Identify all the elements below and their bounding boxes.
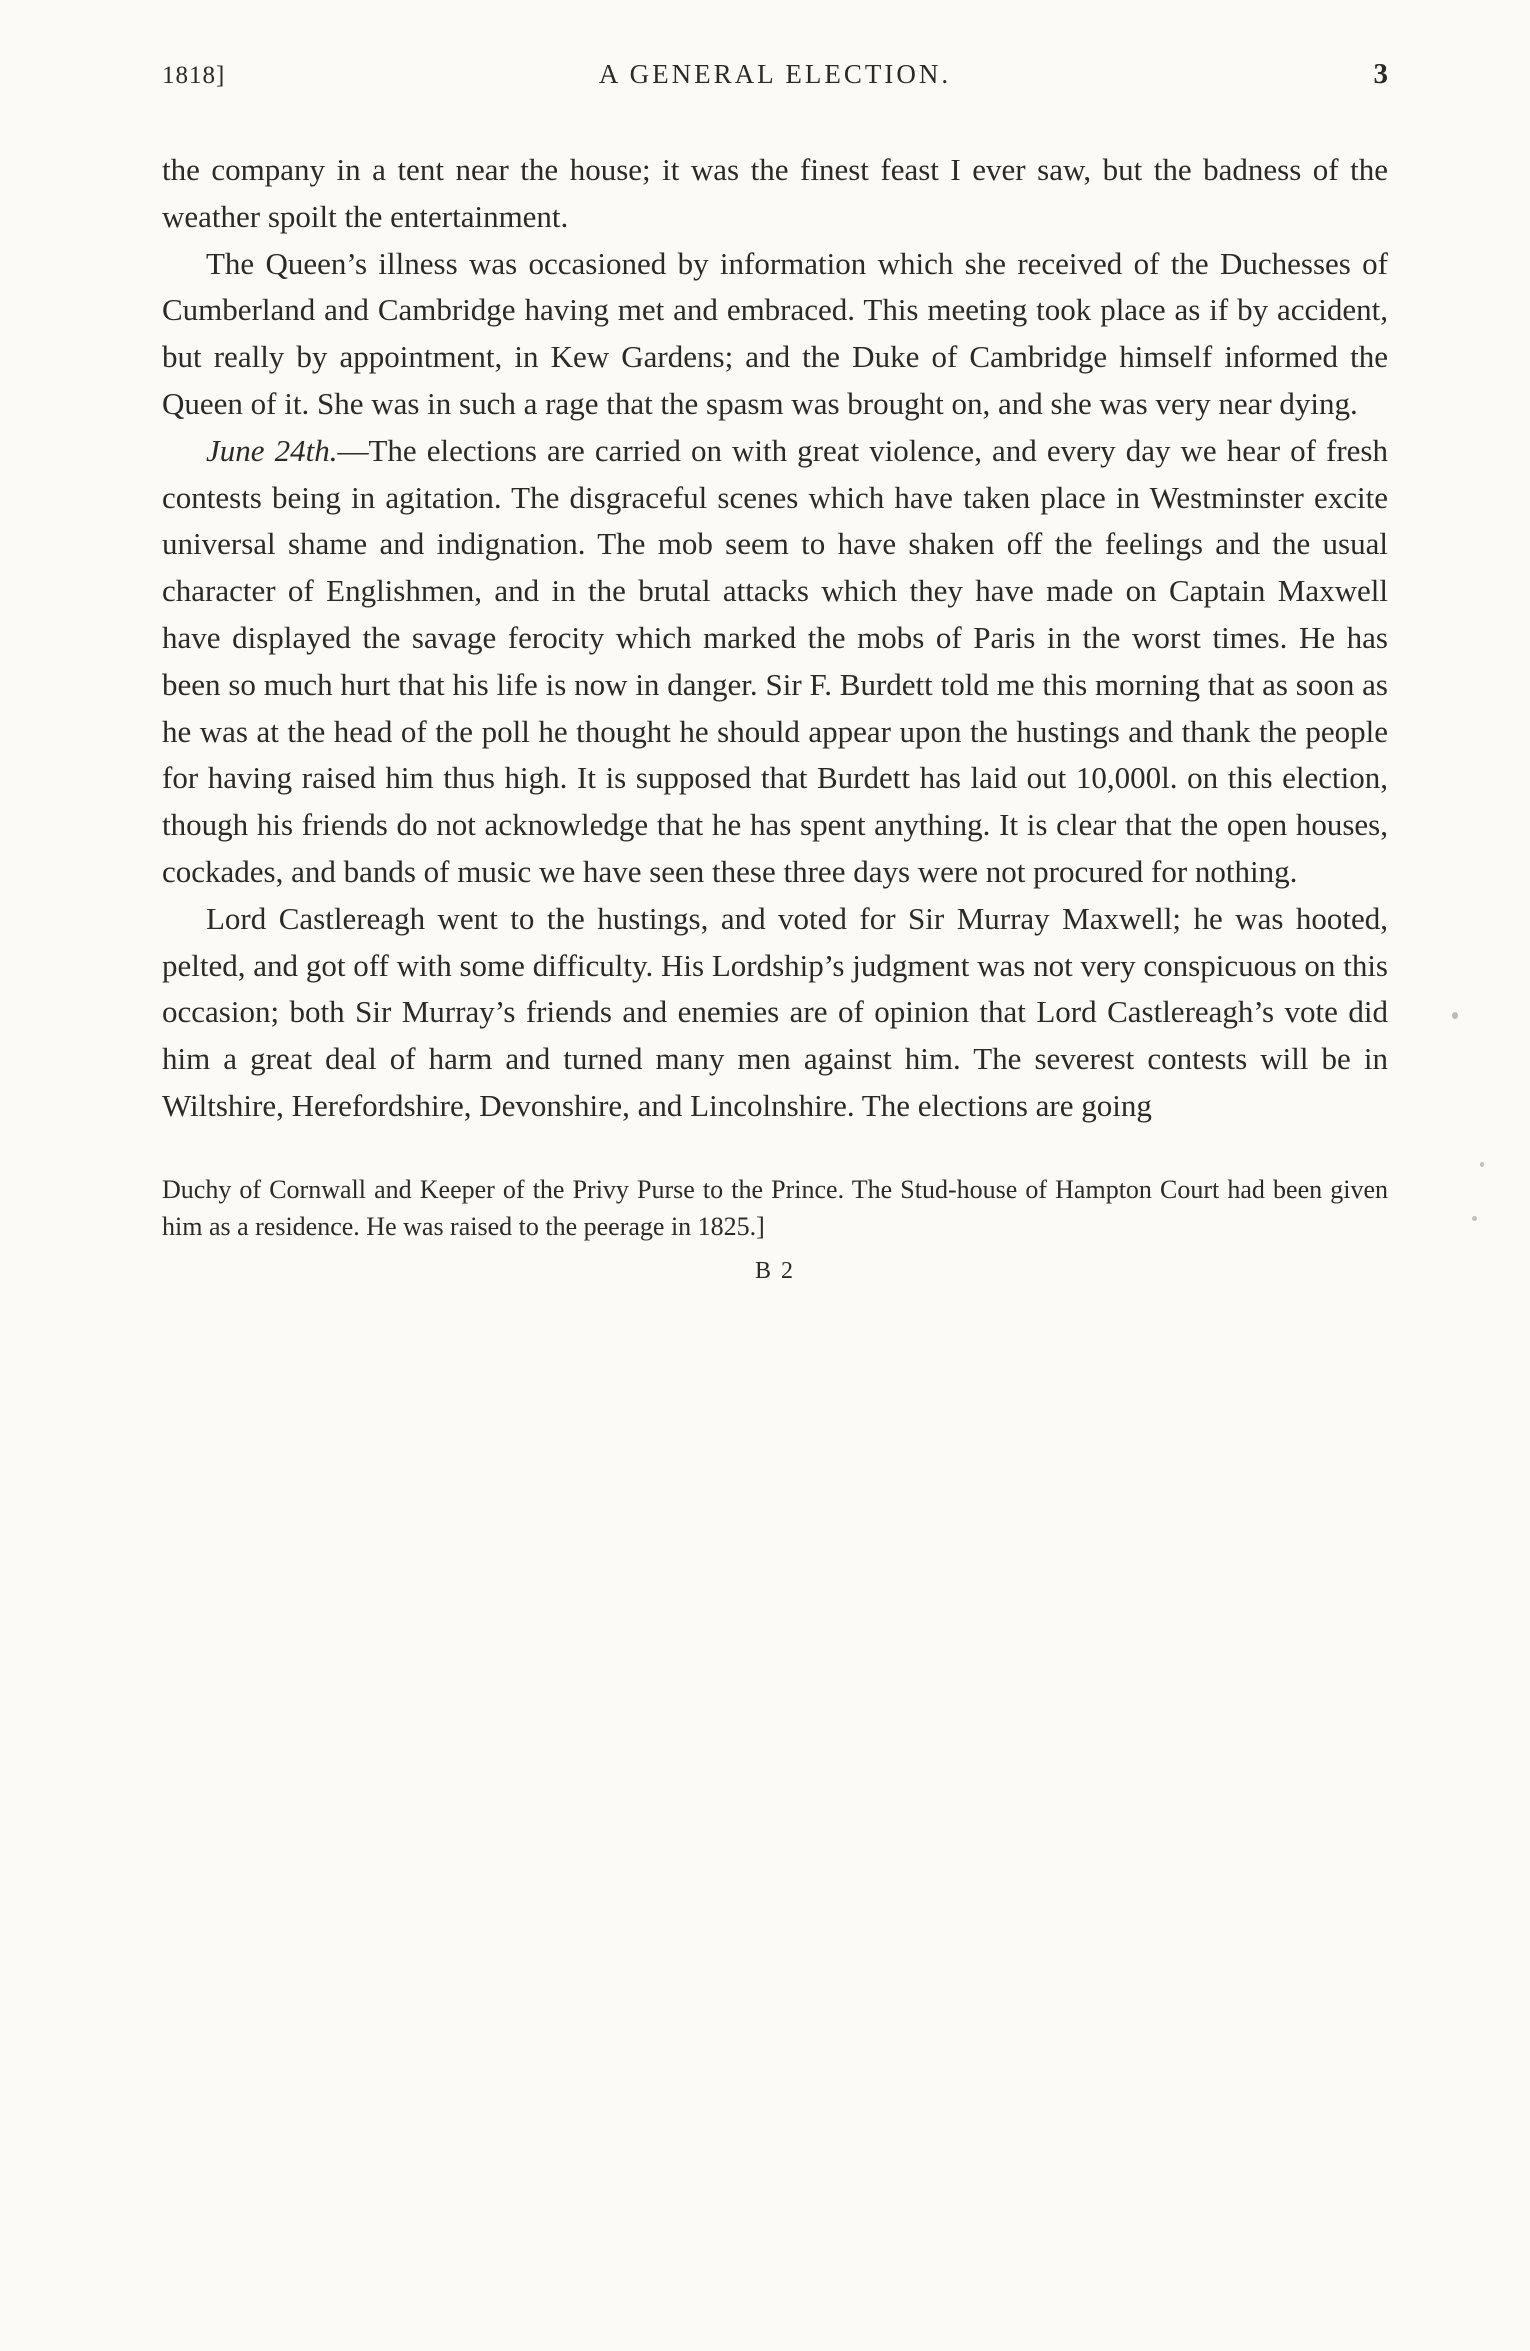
printer-signature: B 2 <box>754 1257 795 1284</box>
footnote: Duchy of Cornwall and Keeper of the Privy Purse to the Prince. The Stud-house of Hampton Court had been given him as a residence. He was raised to the peerage in 1825.] <box>162 1174 1388 1241</box>
diary-date: June 24th. <box>206 432 338 468</box>
running-head <box>162 58 1388 91</box>
page-title: A GENERAL ELECTION. <box>598 59 952 89</box>
paragraph: Lord Castlereagh went to the hustings, and voted for Sir Murray Maxwell; he was hooted, pelted, and got off with some difficulty. His Lordship’s judgment was not very conspicuous on this occasion; both Sir Murray’s friends and enemies are of opinion that Lord Castlereagh’s vote did him a great deal of harm and turned many men against him. The severest contests will be in Wiltshire, Herefordshire, Devonshire, and Lincolnshire. The elections are going <box>162 900 1388 1123</box>
paragraph-text: —The elections are carried on with great violence, and every day we hear of fresh contests being in agitation. The disgraceful scenes which have taken place in Westminster excite universal shame and indignation. The mob seem to have shaken off the feelings and the usual character of Englishmen, and in the brutal attacks which they have made on Captain Maxwell have displayed the savage ferocity which marked the mobs of Paris in the worst times. He has been so much hurt that his life is now in danger. Sir F. Burdett told me this morning that as soon as he was at the head of the poll he thought he should appear upon the hustings and thank the people for having raised him thus high. It is supposed that Burdett has laid out 10,000l. on this election, though his friends do not acknowledge that he has spent anything. It is clear that the open houses, cockades, and bands of music we have seen these three days were not procured for nothing. <box>162 432 1389 889</box>
scan-artifact <box>1480 1162 1484 1167</box>
paragraph-diary-entry <box>162 428 1388 896</box>
scan-artifact <box>1452 1012 1458 1019</box>
scan-artifact <box>1472 1216 1477 1221</box>
page-number: 3 <box>1373 58 1388 90</box>
body-text <box>162 147 1388 1130</box>
paragraph: The Queen’s illness was occasioned by information which she received of the Duchesses of Cumberland and Cambridge having met and embraced. This meeting took place as if by accident, but really by appointment, in Kew Gardens; and the Duke of Cambridge himself informed the Queen of it. She was in such a rage that the spasm was brought on, and she was very near dying. <box>162 245 1388 421</box>
paragraph-continuation: the company in a tent near the house; it was the finest feast I ever saw, but the badness of the weather spoilt the entertainment. <box>162 152 1388 234</box>
header-year: 1818] <box>162 62 226 89</box>
